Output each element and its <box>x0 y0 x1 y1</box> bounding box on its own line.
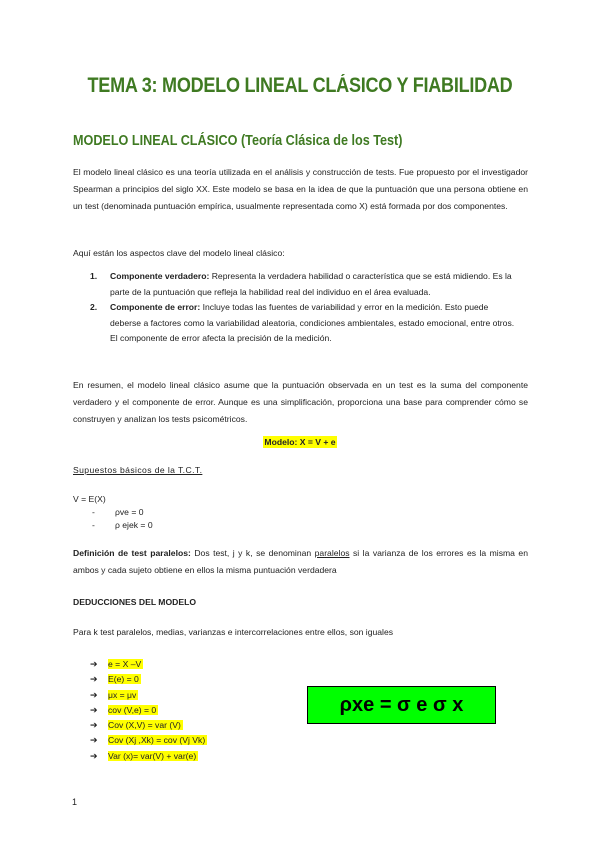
list-item <box>90 718 207 733</box>
assumptions-title: Supuestos básicos de la T.C.T. <box>73 465 203 475</box>
arrow-icon: ➔ <box>90 659 98 669</box>
list-item <box>90 657 207 672</box>
list-item <box>90 703 207 718</box>
deduction-formula: E(e) = 0 <box>108 674 139 685</box>
components-list <box>90 269 520 347</box>
component-text: Representa la verdadera habilidad o característica que se está midiendo. Es la parte de la puntuación que refleja la habilidad real del individuo en el área evaluada. <box>110 271 512 297</box>
arrow-icon: ➔ <box>90 704 98 715</box>
parallel-statement: Para k test paralelos, medias, varianzas e intercorrelaciones entre ellos, son iguales <box>73 627 394 637</box>
deduction-formula: Var (x)= var(V) + var(e) <box>108 750 197 761</box>
list-item <box>90 672 207 687</box>
deduction-formula: cov (V,e) = 0 <box>108 704 157 715</box>
aspects-intro: Aquí están los aspectos clave del modelo lineal clásico: <box>73 248 285 258</box>
assumptions-list <box>90 506 153 532</box>
deduction-formula: Cov (Xj ,Xk) = cov (Vj Vk) <box>108 735 206 746</box>
arrow-icon: ➔ <box>90 735 98 746</box>
deduction-formula: μx = μv <box>108 689 137 700</box>
list-item <box>90 300 520 347</box>
document-title: TEMA 3: MODELO LINEAL CLÁSICO Y FIABILIDAD <box>87 74 513 97</box>
arrow-icon: ➔ <box>90 689 98 700</box>
list-number: 1. <box>90 271 98 281</box>
arrow-icon: ➔ <box>90 750 98 761</box>
list-item <box>90 688 207 703</box>
parallel-definition <box>73 545 528 579</box>
list-item <box>90 269 520 300</box>
definition-label: Definición de test paralelos: <box>73 548 191 558</box>
model-formula-line <box>0 437 600 447</box>
definition-text: si la varianza de los errores es la misma en ambos y cada sujeto obtiene en ellos la misma puntuación verdadera <box>73 548 528 575</box>
page-number: 1 <box>72 797 78 807</box>
model-formula: Modelo: X = V + e <box>264 437 336 447</box>
list-item <box>90 733 207 748</box>
arrow-icon: ➔ <box>90 674 98 685</box>
reliability-formula-box: ρxe = σ e σ x <box>307 686 496 724</box>
summary-paragraph: En resumen, el modelo lineal clásico asume que la puntuación observada en un test es la suma del componente verdadero y el componente de error. Aunque es una simplificación, proporciona una base para comprender cómo se construyen y analizan los tests psicométricos. <box>73 380 528 424</box>
deduction-formula: e = X –V <box>108 659 142 669</box>
list-item: - ρve = 0 <box>90 506 153 519</box>
intro-paragraph: El modelo lineal clásico es una teoría utilizada en el análisis y construcción de tests. Fue propuesto por el investigador Spearman a principios del siglo XX. Este modelo se basa en la idea de que la puntuación que una persona obtiene en un test (denominada puntuación empírica, usualmente representada como X) está formada por dos componentes. <box>73 167 528 211</box>
section-title: MODELO LINEAL CLÁSICO (Teoría Clásica de los Test) <box>73 133 403 149</box>
ve-expectation: V = E(X) <box>73 494 106 504</box>
list-number: 2. <box>90 302 98 312</box>
arrow-icon: ➔ <box>90 720 98 731</box>
component-label: Componente de error: <box>110 302 201 312</box>
deductions-list <box>90 657 207 764</box>
definition-term: paralelos <box>314 548 350 558</box>
deductions-title: DEDUCCIONES DEL MODELO <box>73 597 197 607</box>
list-item <box>90 749 207 764</box>
component-text: Incluye todas las fuentes de variabilidad y error en la medición. Esto puede deberse a factores como la variabilidad aleatoria, condiciones ambientales, estado emocional, entre otros. El componente de error afecta la precisión de la medición. <box>110 302 515 343</box>
component-label: Componente verdadero: <box>110 271 210 281</box>
definition-text: Dos test, j y k, se denominan <box>190 548 315 558</box>
deduction-formula: Cov (X,V) = var (V) <box>108 720 181 731</box>
list-item: - ρ ejek = 0 <box>90 519 153 532</box>
